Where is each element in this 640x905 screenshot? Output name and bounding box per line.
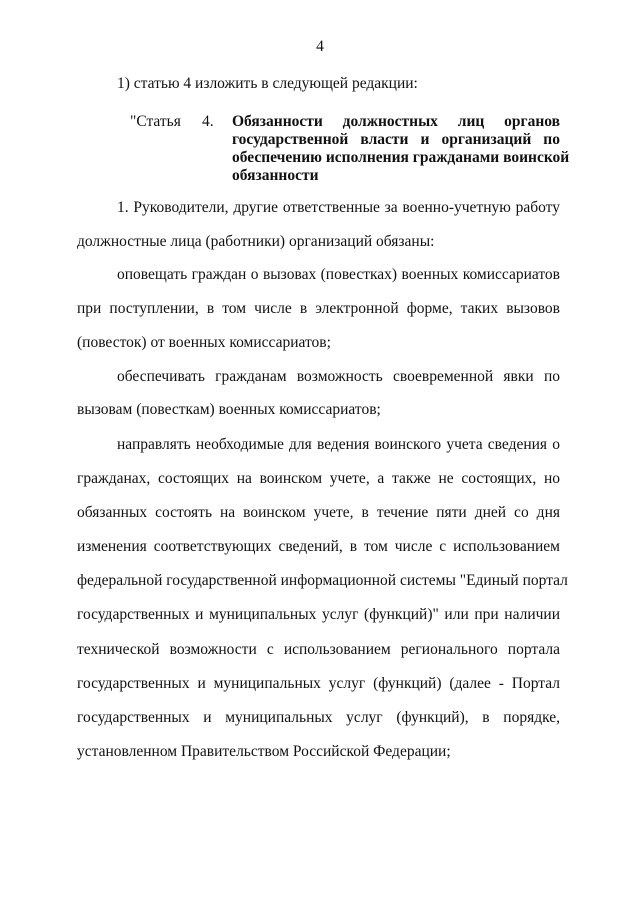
paragraph-line: государственных и муниципальных услуг (функций)" или при наличии (77, 606, 560, 623)
article-number: 4. (202, 113, 214, 130)
paragraph-line: должностные лица (работники) организаций обязаны: (77, 233, 435, 250)
paragraph-line: обязанных состоять на воинском учете, в течение пяти дней со дня (77, 504, 560, 521)
paragraph-line: направлять необходимые для ведения воинского учета сведения о (117, 436, 560, 453)
article-title-line: государственной власти и организаций по (232, 131, 560, 148)
paragraph-line: изменения соответствующих сведений, в том числе с использованием (77, 538, 560, 555)
paragraph-line: вызовам (повесткам) военных комиссариатов; (77, 401, 381, 418)
paragraph-line: 1. Руководители, другие ответственные за военно-учетную работу (117, 199, 560, 216)
article-label: "Статья (130, 113, 181, 130)
intro-line: 1) статью 4 изложить в следующей редакции: (117, 75, 418, 92)
article-title-line: Обязанности должностных лиц органов (232, 113, 560, 130)
paragraph-line: установленном Правительством Российской Федерации; (77, 743, 451, 760)
article-title-line: обеспечению исполнения гражданами воинской (232, 149, 570, 166)
paragraph-line: при поступлении, в том числе в электронной форме, таких вызовов (77, 300, 560, 317)
paragraph-line: оповещать граждан о вызовах (повестках) военных комиссариатов (117, 266, 560, 283)
page-number: 4 (316, 38, 324, 55)
paragraph-line: гражданах, состоящих на воинском учете, а также не состоящих, но (77, 470, 560, 487)
paragraph-line: обеспечивать гражданам возможность своевременной явки по (117, 368, 560, 385)
article-title (232, 113, 570, 185)
paragraph-line: государственных и муниципальных услуг (функций), в порядке, (77, 709, 560, 726)
paragraph-line: федеральной государственной информационной системы "Единый портал (77, 572, 568, 589)
paragraph-line: государственных и муниципальных услуг (функций) (далее - Портал (77, 675, 560, 692)
paragraph-line: технической возможности с использованием регионального портала (77, 641, 560, 658)
article-title-line: обязанности (232, 167, 319, 184)
article-heading (130, 113, 570, 184)
paragraph-line: (повесток) от военных комиссариатов; (77, 334, 331, 351)
